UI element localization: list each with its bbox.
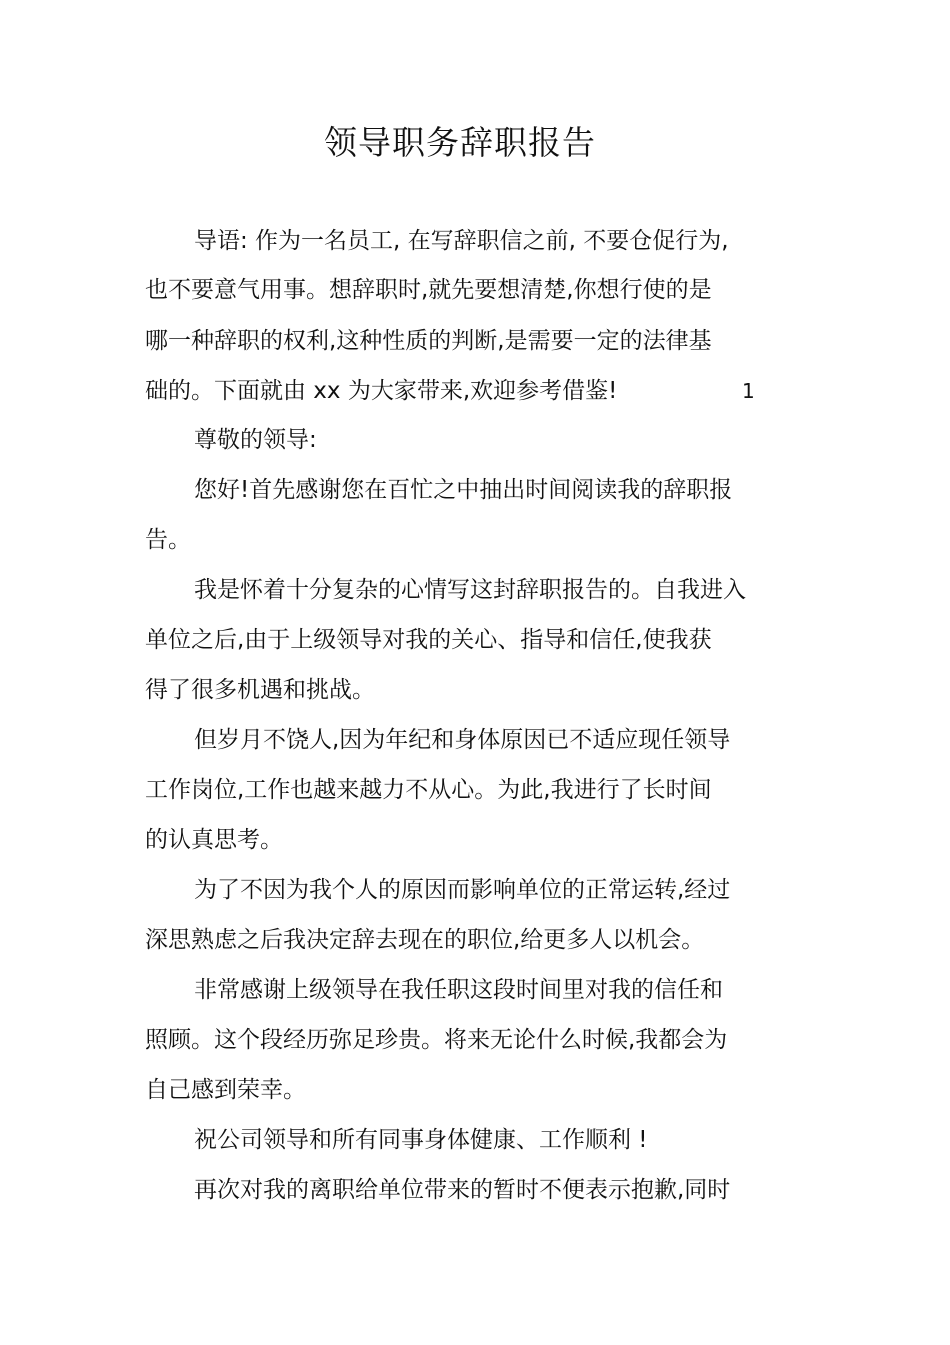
text-line: 您好!首先感谢您在百忙之中抽出时间阅读我的辞职报: [194, 477, 733, 503]
text-line: 祝公司领导和所有同事身体健康、工作顺利 !: [194, 1127, 648, 1153]
text-line: 为了不因为我个人的原因而影响单位的正常运转,经过: [194, 877, 731, 903]
text-line: 的认真思考。: [145, 827, 283, 853]
text-line: 础的。下面就由 xx 为大家带来,欢迎参考借鉴!: [145, 378, 618, 404]
text-line: 自己感到荣幸。: [145, 1077, 306, 1103]
text-line: 单位之后,由于上级领导对我的关心、指导和信任,使我获: [145, 627, 712, 653]
document-title: 领导职务辞职报告: [324, 123, 596, 162]
page-number: 1: [742, 379, 755, 403]
text-line: 工作岗位,工作也越来越力不从心。为此,我进行了长时间: [145, 777, 712, 803]
text-line: 告。: [145, 527, 191, 553]
text-line: 再次对我的离职给单位带来的暂时不便表示抱歉,同时: [194, 1177, 731, 1203]
text-line: 照顾。这个段经历弥足珍贵。将来无论什么时候,我都会为: [145, 1027, 728, 1053]
text-line: 非常感谢上级领导在我任职这段时间里对我的信任和: [194, 977, 723, 1003]
text-line: 得了很多机遇和挑战。: [145, 677, 375, 703]
text-line: 哪一种辞职的权利,这种性质的判断,是需要一定的法律基: [145, 328, 712, 354]
text-line: 导语: 作为一名员工, 在写辞职信之前, 不要仓促行为,: [194, 228, 729, 254]
text-line: 但岁月不饶人,因为年纪和身体原因已不适应现任领导: [194, 727, 731, 753]
text-line: 我是怀着十分复杂的心情写这封辞职报告的。自我进入: [194, 577, 746, 603]
text-line: 深思熟虑之后我决定辞去现在的职位,给更多人以机会。: [145, 927, 705, 953]
salutation: 尊敬的领导:: [194, 427, 317, 453]
text-line: 也不要意气用事。想辞职时,就先要想清楚,你想行使的是: [145, 277, 712, 303]
